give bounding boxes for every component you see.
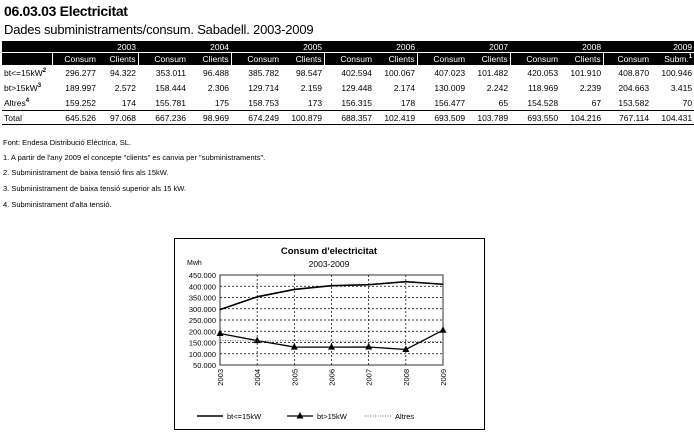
footnote-mark: 1 <box>688 54 693 61</box>
table-cell: 173 <box>307 97 323 108</box>
table-cell: 385.782 <box>248 67 280 78</box>
table-cell: 94.322 <box>110 67 137 78</box>
consum-chart <box>175 239 484 429</box>
table-cell: 174 <box>121 97 137 108</box>
footnote-mark: 2 <box>42 67 47 74</box>
table-cell: 96.488 <box>203 67 230 78</box>
table-cell: 100.879 <box>281 111 324 125</box>
subheader-cell: Consum <box>510 53 560 66</box>
table-row <box>2 80 694 95</box>
header-corner <box>2 41 52 53</box>
table-cell: 158.444 <box>155 82 187 93</box>
table-cell: 159.252 <box>65 97 96 108</box>
row-label: Total <box>2 111 52 125</box>
table-cell: 189.997 <box>65 82 96 93</box>
table-cell: 667.236 <box>138 111 188 125</box>
data-table <box>2 41 694 125</box>
footnote-mark: 4 <box>25 97 30 104</box>
data-point <box>217 330 224 337</box>
table-cell: 408.870 <box>618 67 650 78</box>
subheader-cell: Clients <box>560 53 603 66</box>
year-header: 2007 <box>417 41 510 53</box>
note-line: 3. Subministrament de baixa tensió superior als 15 kW. <box>3 184 187 193</box>
year-header: 2006 <box>324 41 417 53</box>
table-cell: 100.067 <box>384 67 416 78</box>
subheader-cell: Consum <box>231 53 281 66</box>
subheader-cell: Clients <box>98 53 138 66</box>
subheader-cell: Consum <box>138 53 188 66</box>
subheader-cell: Consum <box>417 53 467 66</box>
table-cell: 674.249 <box>231 111 281 125</box>
table-row <box>2 65 694 80</box>
data-point <box>440 326 447 333</box>
row-label: Altres$^4$ <box>4 97 30 108</box>
x-tick-label: 2009 <box>439 369 448 386</box>
table-cell: 2.159 <box>300 82 323 93</box>
y-axis-label: Mwh <box>187 260 202 267</box>
subheader-cell: Consum <box>324 53 374 66</box>
table-cell: 153.582 <box>618 97 650 108</box>
y-tick-label: 150.000 <box>188 338 216 348</box>
subheader-cell: Clients <box>281 53 324 66</box>
table-cell: 70 <box>682 97 693 108</box>
note-line: Font: Endesa Distribució Elèctrica, SL. <box>3 138 131 147</box>
year-header: 2009 <box>603 41 694 53</box>
table-row <box>2 95 694 111</box>
table-cell: 688.357 <box>324 111 374 125</box>
page-subtitle: Dades subministraments/consum. Sabadell. 2003-2009 <box>4 22 314 37</box>
data-point <box>365 343 372 350</box>
y-tick-label: 350.000 <box>188 293 216 303</box>
table-cell: 104.431 <box>651 111 694 125</box>
subheader-cell: Clients <box>188 53 231 66</box>
y-tick-label: 250.000 <box>188 316 216 325</box>
table-cell: 402.594 <box>341 67 373 78</box>
table-cell: 102.419 <box>374 111 417 125</box>
table-cell: 158.753 <box>248 97 280 108</box>
chart-subtitle: 2003-2009 <box>308 259 350 269</box>
x-tick-label: 2008 <box>401 369 411 386</box>
table-cell: 129.714 <box>248 82 280 93</box>
subheader-cell: Subm.$^1$ <box>651 53 694 66</box>
table-cell: 2.239 <box>579 82 602 93</box>
table-cell: 101.482 <box>477 67 509 78</box>
table-cell: 118.969 <box>527 82 559 93</box>
table-cell: 407.023 <box>434 67 466 78</box>
table-cell: 2.572 <box>114 82 137 93</box>
page-title: 06.03.03 Electricitat <box>4 3 128 19</box>
y-tick-label: 450.000 <box>188 271 216 280</box>
table-cell: 130.009 <box>434 82 466 93</box>
legend-label: bt>15kW <box>317 412 347 421</box>
row-label: $bt>15kW^3$ <box>4 82 42 93</box>
table-cell: 97.068 <box>98 111 138 125</box>
table-cell: 65 <box>498 97 509 108</box>
y-tick-label: 300.000 <box>188 304 216 314</box>
table-cell: 67 <box>591 97 602 108</box>
table-cell: 101.910 <box>570 67 602 78</box>
year-header: 2005 <box>231 41 324 53</box>
chart-title: Consum d'electricitat <box>280 246 378 257</box>
legend-label: Altres <box>395 412 415 421</box>
legend-label: bt<=15kW <box>227 412 262 421</box>
legend-marker <box>297 412 304 419</box>
x-tick-label: 2007 <box>364 369 374 386</box>
year-header-row <box>2 41 694 53</box>
subheader-cell: Clients <box>374 53 417 66</box>
table-cell: 103.789 <box>467 111 510 125</box>
table-cell: 154.528 <box>527 97 559 108</box>
table-cell: 100.946 <box>661 67 693 78</box>
subheader-cell: Consum <box>603 53 651 66</box>
table-cell: 178 <box>400 97 416 108</box>
table-cell: 129.448 <box>341 82 373 93</box>
x-tick-label: 2003 <box>216 369 225 386</box>
y-tick-label: 200.000 <box>188 327 216 337</box>
row-label: $bt<=15kW^2$ <box>4 67 47 78</box>
year-header: 2008 <box>510 41 603 53</box>
y-tick-label: 100.000 <box>188 349 216 359</box>
table-cell: 156.477 <box>434 97 466 108</box>
subheader-row <box>2 53 694 66</box>
footnote-mark: 3 <box>37 82 42 89</box>
table-cell: 693.550 <box>510 111 560 125</box>
table-cell: 204.663 <box>618 82 650 93</box>
table-cell: 767.114 <box>603 111 651 125</box>
x-tick-label: 2005 <box>290 369 300 386</box>
chart-container <box>174 238 485 430</box>
table-cell: 296.277 <box>65 67 96 78</box>
table-cell: 104.216 <box>560 111 603 125</box>
note-line: 1. A partir de l'any 2009 el concepte "clients" es canvia per "subministraments". <box>3 153 266 162</box>
table-cell: 420.053 <box>527 67 559 78</box>
subheader-cell: Consum <box>52 53 98 66</box>
table-cell: 2.174 <box>393 82 416 93</box>
subheader-cell: Clients <box>467 53 510 66</box>
table-cell: 2.242 <box>486 82 509 93</box>
y-tick-label: 50.000 <box>193 361 216 370</box>
table-cell: 645.526 <box>52 111 98 125</box>
subheader-corner <box>2 53 52 66</box>
table-cell: 175 <box>214 97 230 108</box>
table-cell: 98.969 <box>188 111 231 125</box>
table-row <box>2 111 694 125</box>
y-tick-label: 400.000 <box>188 282 216 292</box>
table-cell: 155.781 <box>155 97 187 108</box>
table-cell: 693.509 <box>417 111 467 125</box>
note-line: 2. Subministrament de baixa tensió fins als 15kW. <box>3 168 169 177</box>
x-tick-label: 2006 <box>327 369 337 386</box>
data-point <box>328 343 335 350</box>
x-tick-label: 2004 <box>253 369 263 386</box>
table-cell: 353.011 <box>155 67 187 78</box>
year-header: 2004 <box>138 41 231 53</box>
table-cell: 2.306 <box>207 82 230 93</box>
year-header: 2003 <box>52 41 138 53</box>
note-line: 4. Subministrament d'alta tensió. <box>3 200 112 209</box>
table-cell: 98.547 <box>296 67 323 78</box>
table-cell: 3.415 <box>670 82 693 93</box>
table-cell: 156.315 <box>341 97 373 108</box>
